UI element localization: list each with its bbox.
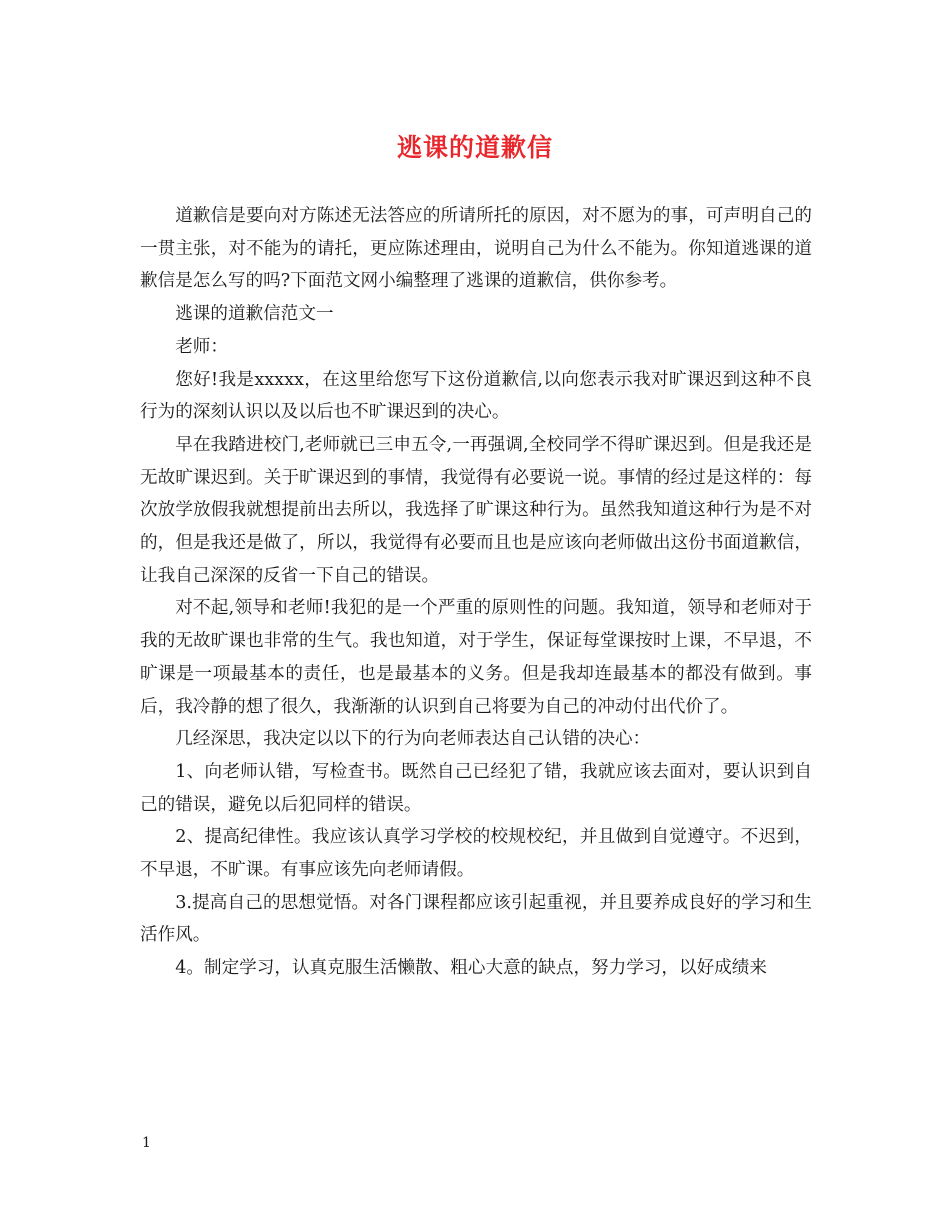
paragraph-item-1: 1、向老师认错，写检查书。既然自己已经犯了错，我就应该去面对，要认识到自己的错误，避免以后犯同样的错误。 [140, 761, 812, 815]
page-number: 1 [142, 1135, 151, 1151]
paragraph-item-2: 2、提高纪律性。我应该认真学习学校的校规校纪，并且做到自觉遵守。不迟到，不早退，不旷课。有事应该先向老师请假。 [140, 827, 812, 881]
paragraph-incident: 早在我踏进校门,老师就已三申五令,一再强调,全校同学不得旷课迟到。但是我还是无故旷课迟到。关于旷课迟到的事情，我觉得有必要说一说。事情的经过是这样的：每次放学放假我就想提前出去所以，我选择了旷课这种行为。虽然我知道这种行为是不对的，但是我还是做了，所以，我觉得有必要而且也是应该向老师做出这份书面道歉信，让我自己深深的反省一下自己的错误。 [140, 434, 812, 586]
document-title: 逃课的道歉信 [396, 133, 553, 162]
paragraph-greeting: 您好!我是xxxxx，在这里给您写下这份道歉信,以向您表示我对旷课迟到这种不良行为的深刻认识以及以后也不旷课迟到的决心。 [140, 369, 812, 423]
paragraph-resolution-intro: 几经深思，我决定以以下的行为向老师表达自己认错的决心： [175, 729, 651, 750]
paragraph-sample-heading: 逃课的道歉信范文一 [175, 304, 334, 325]
paragraph-intro: 道歉信是要向对方陈述无法答应的所请所托的原因，对不愿为的事，可声明自己的一贯主张，对不能为的请托，更应陈述理由，说明自己为什么不能为。你知道逃课的道歉信是怎么写的吗?下面范文网小编整理了逃课的道歉信，供你参考。 [140, 206, 812, 292]
paragraph-item-4: 4。制定学习，认真克服生活懒散、粗心大意的缺点，努力学习，以好成绩来 [175, 958, 767, 979]
paragraph-salutation: 老师： [175, 336, 228, 357]
document-body [140, 200, 812, 985]
paragraph-apology: 对不起,领导和老师!我犯的是一个严重的原则性的问题。我知道，领导和老师对于我的无故旷课也非常的生气。我也知道，对于学生，保证每堂课按时上课，不早退，不旷课是一项最基本的责任，也是最基本的义务。但是我却连最基本的都没有做到。事后，我冷静的想了很久，我渐渐的认识到自己将要为自己的冲动付出代价了。 [140, 598, 812, 717]
paragraph-item-3: 3.提高自己的思想觉悟。对各门课程都应该引起重视，并且要养成良好的学习和生活作风。 [140, 892, 812, 946]
